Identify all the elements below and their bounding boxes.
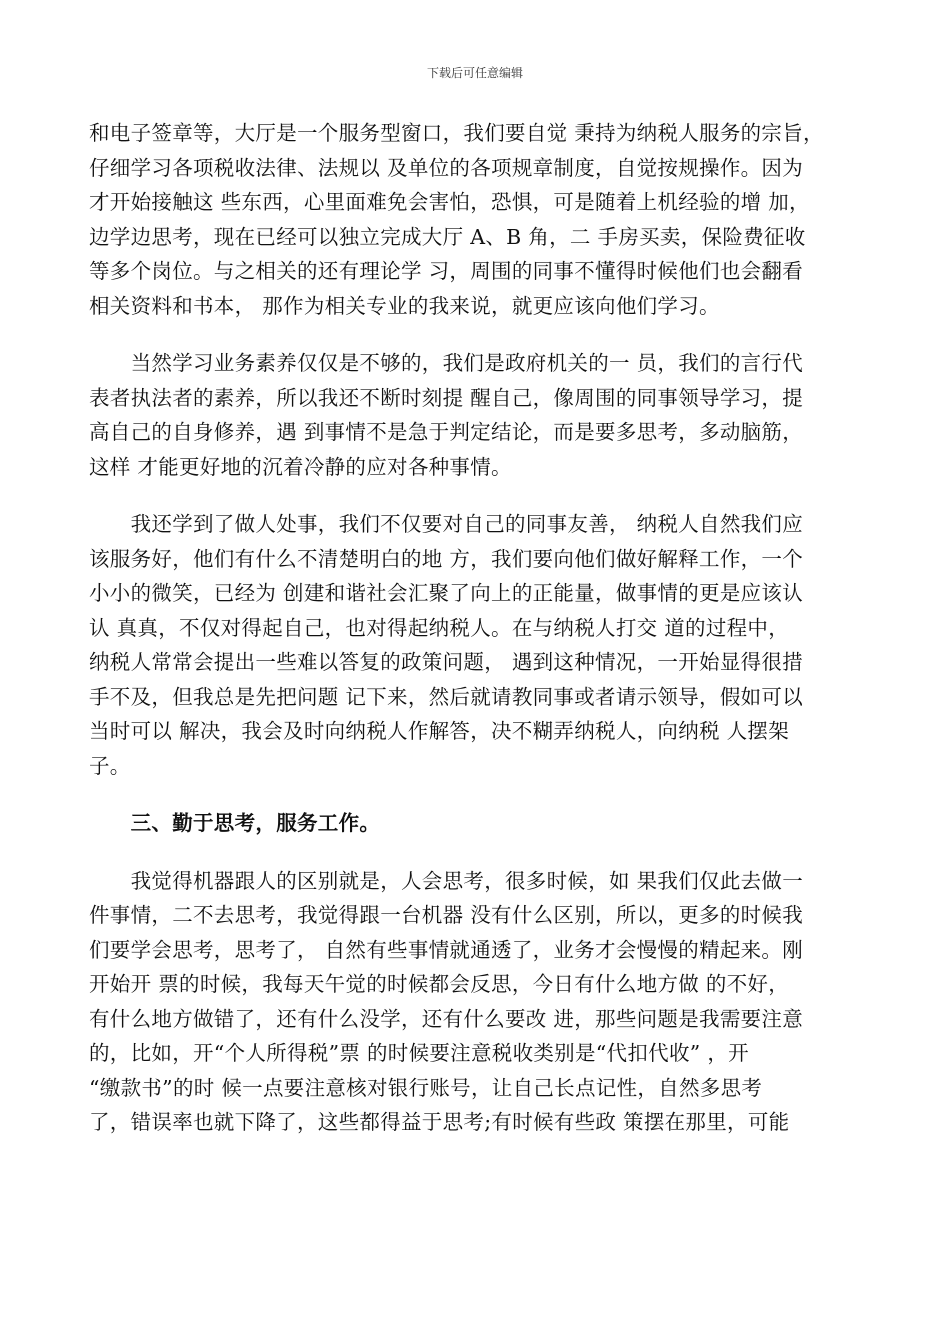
text-line: 仔细学习各项税收法律、法规以 及单位的各项规章制度，自觉按规操作。因为: [89, 155, 804, 180]
text-line: 了，错误率也就下降了，这些都得益于思考;有时候有些政 策摆在那里，可能: [89, 1110, 790, 1134]
text-line: 高自己的自身修养，遇 到事情不是急于判定结论，而是要多思考，多动脑筋，: [89, 420, 804, 444]
text-line: 这样 才能更好地的沉着冷静的应对各种事情。: [89, 454, 512, 479]
paragraph: [89, 507, 861, 783]
paragraph-gap: [89, 783, 861, 806]
text-line: 相关资料和书本， 那作为相关专业的我来说，就更应该向他们学习。: [89, 293, 720, 318]
text-line: 的，比如，开“个人所得税”票 的时候要注意税收类别是“代扣代收” ，开: [89, 1041, 749, 1065]
paragraph-gap: [89, 484, 861, 507]
text-line: 才开始接触这 些东西，心里面难免会害怕，恐惧，可是随着上机经验的增 加，: [89, 190, 810, 214]
text-line: 当然学习业务素养仅仅是不够的，我们是政府机关的一 员，我们的言行代: [89, 351, 804, 375]
text-line: 认 真真，不仅对得起自己，也对得起纳税人。在与纳税人打交 道的过程中，: [89, 615, 790, 640]
heading-line: 三、勤于思考，服务工作。: [89, 811, 381, 835]
paragraph: [89, 346, 861, 484]
paragraph-gap: [89, 841, 861, 864]
paragraph: [89, 116, 861, 323]
text-line: “缴款书”的时 候一点要注意核对银行账号，让自己长点记性，自然多思考: [89, 1075, 763, 1100]
text-line: 该服务好，他们有什么不清楚明白的地 方，我们要向他们做好解释工作，一个: [89, 546, 804, 571]
document-body: [89, 116, 861, 1140]
page-header: 下载后可任意编辑: [426, 66, 523, 80]
text-line: 件事情，二不去思考，我觉得跟一台机器 没有什么区别，所以，更多的时候我: [89, 903, 804, 927]
text-line: 开始开 票的时候，我每天午觉的时候都会反思，今日有什么地方做 的不好，: [89, 972, 790, 996]
text-line: 手不及，但我总是先把问题 记下来，然后就请教同事或者请示领导，假如可以: [89, 684, 804, 709]
text-line: 和电子签章等，大厅是一个服务型窗口，我们要自觉 秉持为纳税人服务的宗旨，: [89, 121, 824, 145]
text-line: 子。: [89, 753, 131, 778]
text-line: 有什么地方做错了，还有什么没学，还有什么要改 进，那些问题是我需要注意: [89, 1006, 804, 1031]
paragraph: [89, 864, 861, 1140]
section-heading: [89, 806, 861, 841]
text-line: 纳税人常常会提出一些难以答复的政策问题， 遇到这种情况，一开始显得很措: [89, 650, 804, 674]
text-line: 等多个岗位。与之相关的还有理论学 习，周围的同事不懂得时候他们也会翻看: [89, 259, 804, 283]
text-line: 们要学会思考，思考了， 自然有些事情就通透了，业务才会慢慢的精起来。刚: [89, 937, 804, 962]
text-line: 表者执法者的素养，所以我还不断时刻提 醒自己，像周围的同事领导学习，提: [89, 385, 804, 410]
text-line: 当时可以 解决，我会及时向纳税人作解答，决不糊弄纳税人，向纳税 人摆架: [89, 719, 790, 743]
text-line: 边学边思考，现在已经可以独立完成大厅 A、B 角，二 手房买卖，保险费征收: [89, 224, 806, 249]
paragraph-gap: [89, 323, 861, 346]
text-line: 小小的微笑，已经为 创建和谐社会汇聚了向上的正能量，做事情的更是应该认: [89, 581, 804, 605]
text-line: 我觉得机器跟人的区别就是，人会思考，很多时候，如 果我们仅此去做一: [89, 868, 804, 893]
text-line: 我还学到了做人处事，我们不仅要对自己的同事友善， 纳税人自然我们应: [89, 512, 804, 536]
